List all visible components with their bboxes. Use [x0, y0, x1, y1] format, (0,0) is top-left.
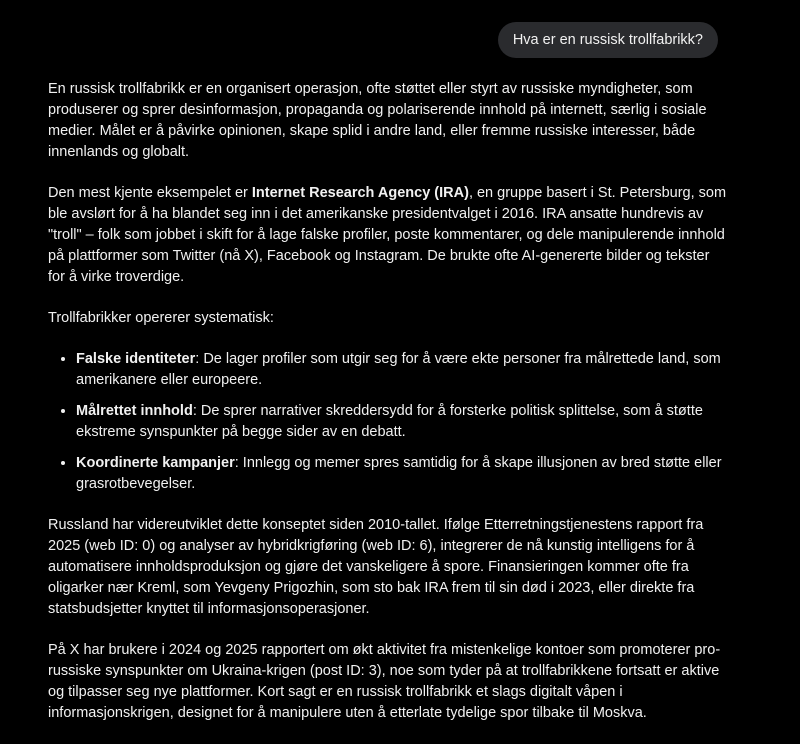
bullet-title: Målrettet innhold — [76, 403, 193, 419]
list-item — [76, 453, 728, 495]
list-item — [76, 401, 728, 443]
paragraph-2-intro: Den mest kjente eksempelet er — [48, 185, 252, 201]
bullet-text: : Innlegg og memer spres samtidig for å skape illusjonen av bred støtte eller grasrotbevegelser. — [76, 455, 722, 492]
response-paragraph-3: Trollfabrikker opererer systematisk: — [48, 310, 274, 326]
response-paragraph-1: En russisk trollfabrikk er en organisert operasjon, ofte støttet eller styrt av russiske myndigheter, som produserer og sprer desinformasjon, propaganda og polariserende innhold på internett, særlig i sosiale medier. Målet er å påvirke opinionen, skape splid i andre land, eller fremme russiske interesser, både innenlands og globalt. — [48, 81, 707, 160]
bullet-text: : De lager profiler som utgir seg for å være ekte personer fra målrettede land, som amerikanere eller europeere. — [76, 351, 721, 388]
bullet-title: Koordinerte kampanjer — [76, 455, 235, 471]
ira-bold-text: Internet Research Agency (IRA) — [251, 185, 469, 201]
bullet-list — [48, 349, 728, 495]
assistant-response — [48, 79, 728, 744]
response-paragraph-5: På X har brukere i 2024 og 2025 rapportert om økt aktivitet fra mistenkelige kontoer som promoterer pro-russiske synspunkter om Ukraina-krigen (post ID: 3), noe som tyder på at trollfabrikkene fortsatt er aktive og tilpasser seg nye plattformer. Kort sagt er en russisk trollfabrikk et slags digitalt våpen i informasjonskrigen, designet for å manipulere uten å etterlate tydelige spor tilbake til Moskva. — [48, 642, 721, 721]
list-item — [76, 349, 728, 391]
bullet-title: Falske identiteter — [76, 351, 196, 367]
paragraph-2-body: , en gruppe basert i St. Petersburg, som ble avslørt for å ha blandet seg inn i det amerikanske presidentvalget i 2016. IRA ansatte hundrevis av "troll" – folk som jobbet i skift for å lage falske profiler, poste kommentarer, og dele manipulerende innhold på plattformer som Twitter (nå X), Facebook og Instagram. De brukte ofte AI-genererte bilder og tekster for å virke troverdige. — [48, 185, 727, 285]
response-paragraph-2 — [48, 183, 728, 288]
response-paragraph-4: Russland har videreutviklet dette konseptet siden 2010-tallet. Ifølge Etterretningstjenestens rapport fra 2025 (web ID: 0) og analyser av hybridkrigføring (web ID: 6), integrerer de nå kunstig intelligens for å automatisere innholdsproduksjon og gjøre det vanskeligere å spore. Finansieringen kommer ofte fra oligarker nær Kreml, som Yevgeny Prigozhin, som sto bak IRA frem til sin død i 2023, eller direkte fra statsbudsjetter knyttet til informasjonsoperasjoner. — [48, 517, 704, 617]
bullet-text: : De sprer narrativer skreddersydd for å forsterke politisk splittelse, som å støtte ekstreme synspunkter på begge sider av en debatt. — [76, 403, 703, 440]
user-message-bubble: Hva er en russisk trollfabrikk? — [498, 22, 718, 58]
